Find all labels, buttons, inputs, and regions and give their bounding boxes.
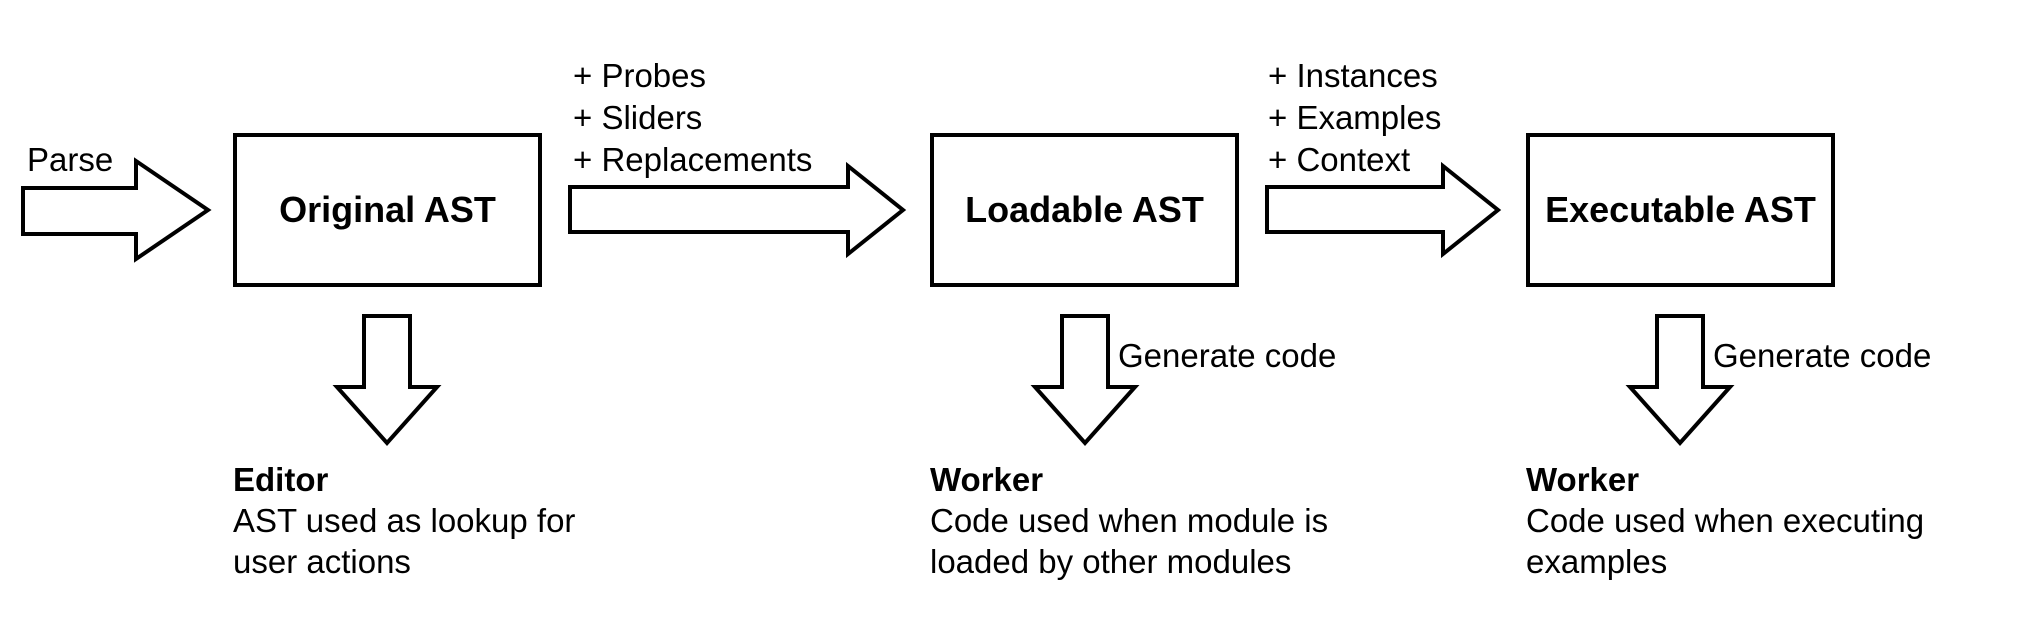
annotation-line: + Context <box>1268 141 1411 178</box>
generate-code-label-executable: Generate code <box>1713 337 1932 374</box>
stage-box-loadable-ast-label: Loadable AST <box>965 189 1204 230</box>
target-worker-executable-description-line: Code used when executing <box>1526 502 1925 539</box>
stage-box-executable-ast-label: Executable AST <box>1545 189 1816 230</box>
annotations-to-loadable <box>573 55 812 181</box>
annotation-line: + Probes <box>573 57 706 94</box>
original-down-arrow-icon <box>337 316 437 443</box>
target-worker-executable <box>1526 459 1924 582</box>
target-worker-loadable-description-line: Code used when module is <box>930 502 1329 539</box>
target-editor-description-line: AST used as lookup for <box>233 502 576 539</box>
stage-box-original-ast-label: Original AST <box>279 189 496 230</box>
generate-code-label-loadable: Generate code <box>1118 337 1337 374</box>
target-worker-executable-description-line: examples <box>1526 543 1668 580</box>
annotation-line: + Replacements <box>573 141 813 178</box>
annotation-line: + Sliders <box>573 99 703 136</box>
target-worker-loadable-title: Worker <box>930 461 1044 498</box>
annotations-to-executable <box>1268 55 1441 181</box>
stage-box-loadable-ast <box>930 133 1239 287</box>
stage-box-original-ast <box>233 133 542 287</box>
target-editor-description-line: user actions <box>233 543 411 580</box>
target-worker-loadable-description-line: loaded by other modules <box>930 543 1292 580</box>
target-worker-executable-title: Worker <box>1526 461 1640 498</box>
annotation-line: + Instances <box>1268 57 1438 94</box>
target-editor-title: Editor <box>233 461 329 498</box>
target-worker-loadable <box>930 459 1328 582</box>
parse-arrow-label: Parse <box>27 141 114 178</box>
target-editor <box>233 459 575 582</box>
stage-box-executable-ast <box>1526 133 1835 287</box>
annotation-line: + Examples <box>1268 99 1442 136</box>
